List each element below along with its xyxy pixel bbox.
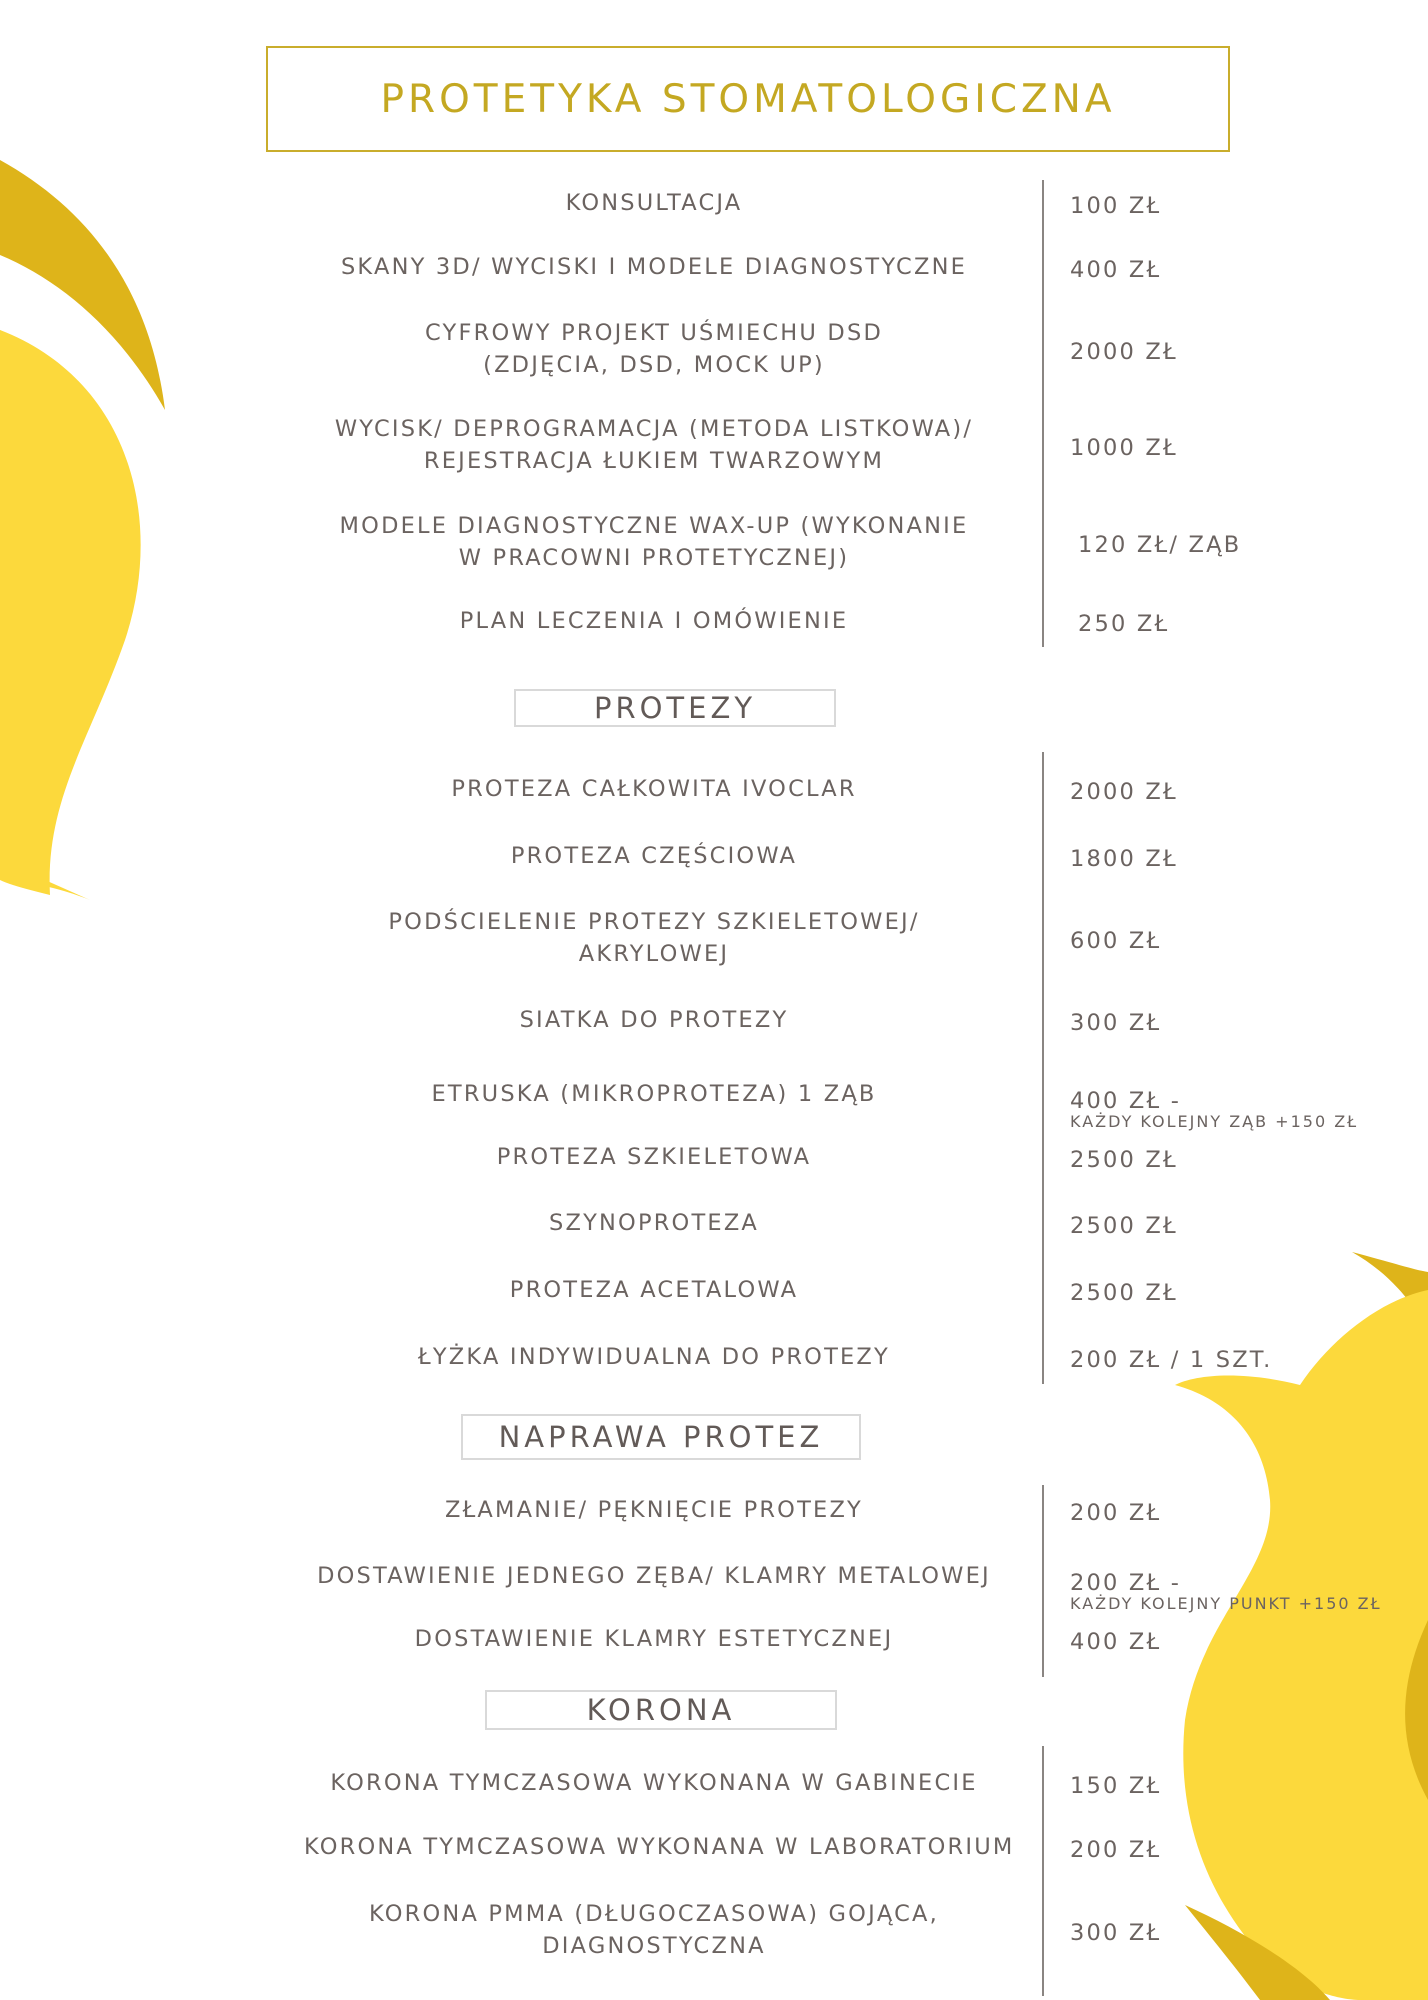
service-name-line: PROTEZA CAŁKOWITA IVOCLAR [451, 776, 857, 802]
service-name-line: DOSTAWIENIE KLAMRY ESTETYCZNEJ [414, 1626, 894, 1652]
service-price [1070, 1836, 1161, 1864]
section-heading-korona: KORONA [485, 1690, 837, 1730]
service-name [304, 1767, 1004, 1799]
section-heading-naprawa-protez: NAPRAWA PROTEZ [461, 1414, 861, 1460]
service-name [304, 187, 1004, 219]
divider-line [1042, 752, 1044, 1384]
price-value: 400 ZŁ [1070, 257, 1162, 283]
service-name-line: PROTEZA SZKIELETOWA [496, 1144, 812, 1170]
price-value: 400 ZŁ [1070, 1629, 1162, 1655]
price-value: 200 ZŁ - [1070, 1570, 1182, 1596]
service-name-line: AKRYLOWEJ [578, 941, 730, 967]
service-name [304, 1078, 1004, 1110]
page-title: PROTETYKA STOMATOLOGICZNA [380, 76, 1116, 122]
price-value: 250 ZŁ [1078, 611, 1170, 637]
service-name-line: KORONA TYMCZASOWA WYKONANA W GABINECIE [330, 1770, 978, 1796]
service-name-line: SZYNOPROTEZA [548, 1210, 760, 1236]
service-name-line: CYFROWY PROJEKT UŚMIECHU DSD [425, 320, 883, 346]
price-value: 300 ZŁ [1070, 1920, 1162, 1946]
price-value: 2500 ZŁ [1070, 1147, 1178, 1173]
service-name [304, 906, 1004, 970]
price-value: 1800 ZŁ [1070, 846, 1178, 872]
service-price [1070, 192, 1161, 220]
price-value: 200 ZŁ [1070, 1837, 1162, 1863]
service-name-line: (ZDJĘCIA, DSD, MOCK UP) [483, 352, 825, 378]
service-price [1070, 1009, 1161, 1037]
service-name-line: PROTEZA CZĘŚCIOWA [510, 843, 798, 869]
service-name [304, 1831, 1015, 1863]
service-price [1070, 1346, 1272, 1374]
service-name [304, 1341, 1004, 1373]
service-name-line: REJESTRACJA ŁUKIEM TWARZOWYM [423, 448, 885, 474]
price-value: 1000 ZŁ [1070, 435, 1178, 461]
service-name [304, 1274, 1004, 1306]
service-name-line: KONSULTACJA [565, 190, 743, 216]
service-name [304, 1560, 1004, 1592]
service-name [304, 840, 1004, 872]
divider-line [1042, 1746, 1044, 1996]
price-value: 2500 ZŁ [1070, 1213, 1178, 1239]
service-name [304, 1141, 1004, 1173]
price-value: 2500 ZŁ [1070, 1280, 1178, 1306]
service-price [1070, 338, 1178, 366]
price-value: 150 ZŁ [1070, 1773, 1162, 1799]
divider-line [1042, 180, 1044, 647]
service-price [1070, 434, 1178, 462]
service-price [1078, 610, 1169, 638]
service-name [304, 1207, 1004, 1239]
title-box [266, 46, 1230, 152]
service-name-line: WYCISK/ DEPROGRAMACJA (METODA LISTKOWA)/ [334, 416, 974, 442]
service-name-line: KORONA TYMCZASOWA WYKONANA W LABORATORIUM [304, 1834, 1015, 1860]
service-price [1070, 778, 1178, 806]
price-value: 200 ZŁ [1070, 1500, 1162, 1526]
service-name-line: SKANY 3D/ WYCISKI I MODELE DIAGNOSTYCZNE [340, 254, 968, 280]
service-name-line: ETRUSKA (MIKROPROTEZA) 1 ZĄB [431, 1081, 877, 1107]
divider-line [1042, 1485, 1044, 1677]
service-name [304, 1898, 1004, 1962]
price-value: 2000 ZŁ [1070, 779, 1178, 805]
price-value: 600 ZŁ [1070, 928, 1162, 954]
service-name-line: W PRACOWNI PROTETYCZNEJ) [458, 545, 850, 571]
service-price [1070, 845, 1178, 873]
price-value: 300 ZŁ [1070, 1010, 1162, 1036]
service-name-line: DIAGNOSTYCZNA [542, 1933, 766, 1959]
service-name-line: MODELE DIAGNOSTYCZNE WAX-UP (WYKONANIE [339, 513, 969, 539]
section-heading-protezy: PROTEZY [514, 689, 836, 727]
service-name-line: DOSTAWIENIE JEDNEGO ZĘBA/ KLAMRY METALOWEJ [317, 1563, 991, 1589]
service-name-line: PROTEZA ACETALOWA [509, 1277, 799, 1303]
price-value: 2000 ZŁ [1070, 339, 1178, 365]
service-name [304, 1494, 1004, 1526]
service-name-line: KORONA PMMA (DŁUGOCZASOWA) GOJĄCA, [369, 1901, 939, 1927]
price-value: 100 ZŁ [1070, 193, 1162, 219]
service-price [1070, 1087, 1358, 1129]
service-name [304, 413, 1004, 477]
service-name-line: SIATKA DO PROTEZY [519, 1007, 789, 1033]
service-name [304, 773, 1004, 805]
service-price [1070, 1499, 1161, 1527]
price-value: 400 ZŁ - [1070, 1088, 1182, 1114]
service-price [1070, 1919, 1161, 1947]
service-name [304, 251, 1004, 283]
price-value: 200 ZŁ / 1 SZT. [1070, 1347, 1273, 1373]
service-price [1070, 1212, 1178, 1240]
service-name-line: ZŁAMANIE/ PĘKNIĘCIE PROTEZY [444, 1497, 864, 1523]
service-price [1070, 1146, 1178, 1174]
price-value: 120 ZŁ/ ZĄB [1078, 532, 1242, 558]
price-note: KAŻDY KOLEJNY PUNKT +150 ZŁ [1070, 1594, 1382, 1613]
service-price [1070, 1279, 1178, 1307]
price-note: KAŻDY KOLEJNY ZĄB +150 ZŁ [1070, 1112, 1359, 1131]
service-name-line: PODŚCIELENIE PROTEZY SZKIELETOWEJ/ [388, 909, 920, 935]
service-price [1078, 531, 1241, 559]
service-name [304, 510, 1004, 574]
service-name [304, 317, 1004, 381]
service-name-line: PLAN LECZENIA I OMÓWIENIE [459, 608, 849, 634]
service-price [1070, 1628, 1161, 1656]
service-name [304, 605, 1004, 637]
service-price [1070, 927, 1161, 955]
service-price [1070, 1772, 1161, 1800]
service-price [1070, 1569, 1382, 1611]
service-price [1070, 256, 1161, 284]
service-name [304, 1623, 1004, 1655]
service-name-line: ŁYŻKA INDYWIDUALNA DO PROTEZY [417, 1344, 890, 1370]
service-name [304, 1004, 1004, 1036]
